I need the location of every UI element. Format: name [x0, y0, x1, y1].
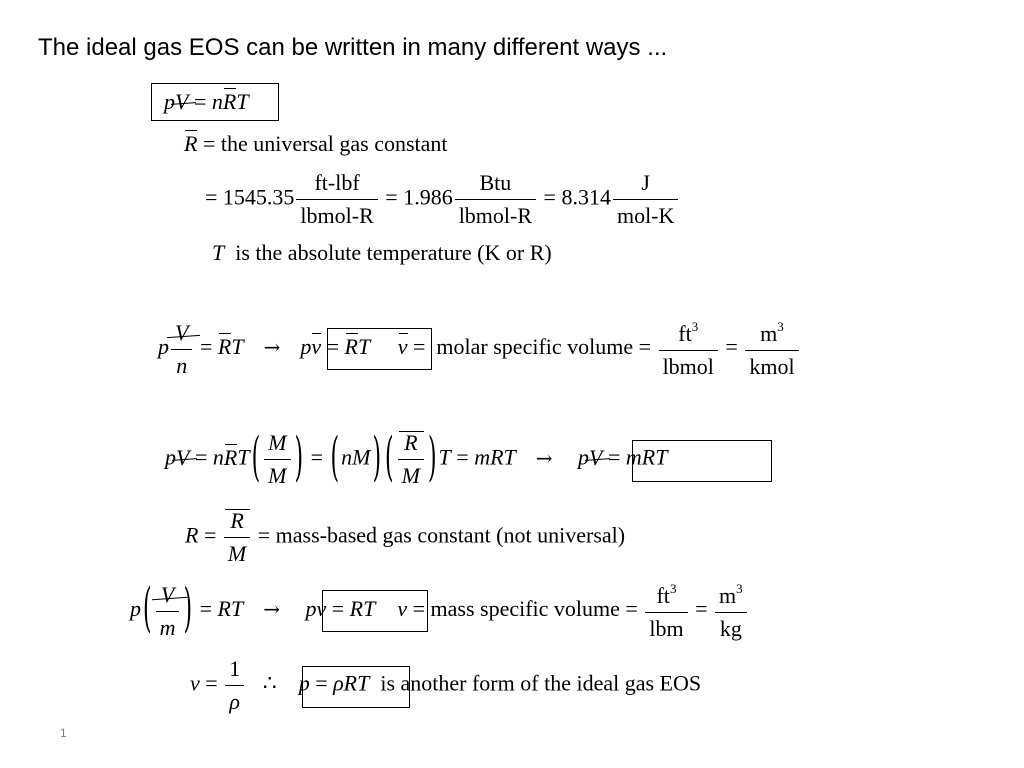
temp-def-text: is the absolute temperature (K or R): [235, 240, 552, 265]
density-form-line: v = $\frac{1}{\rho}$ ∴ p = ρRT is another form of the ideal gas EOS: [190, 656, 702, 714]
mass-unit-1: $\frac{ft^3}{\text{lbm}}$: [645, 582, 687, 640]
molar-volume-text: molar specific volume: [436, 334, 634, 360]
page-number: 1: [60, 726, 67, 740]
rbar-definition: R = the universal gas constant: [184, 131, 448, 156]
molar-unit-2: $\frac{m^3}{\text{kmol}}$: [745, 320, 798, 378]
rbar-value-2: 1.986: [403, 184, 453, 210]
eq1-ideal-gas: pV = nRT: [164, 89, 249, 114]
rbar-def-text: the universal gas constant: [220, 131, 448, 156]
rbar-value-3: 8.314: [561, 184, 611, 210]
mass-specific-line: p( $\frac{V}{m}$ ) = RT → pv = RT v = mass specific volume = $\frac{ft^3}{\text{lbm}}$ = $\frac{m^3}{kg}$: [130, 582, 749, 640]
unit-frac-3: $\frac{J}{\text{mol-K}}$: [613, 172, 678, 227]
mass-unit-2: $\frac{m^3}{kg}$: [715, 582, 747, 640]
molar-unit-1: $\frac{ft^3}{\text{lbmol}}$: [659, 320, 718, 378]
molar-form-line: p $\frac{V}{n}$ = RT → pv = RT v = molar specific volume = $\frac{ft^3}{\text{lbmol}}$ = $\frac{m^3}{\text{kmol}}$: [158, 320, 801, 378]
implies-arrow-icon: →: [263, 335, 281, 360]
final-note-text: is another form of the ideal gas EOS: [380, 670, 702, 696]
rbar-values: = 1545.35 $\frac{\text{ft-lbf}}{\text{lbmol-R}}$ = 1.986 $\frac{\text{Btu}}{\text{lbmol-R}}$ = 8.314 $\frac{J}{\text{mol-K}}$: [205, 172, 680, 227]
mass-gas-const-text: mass-based gas constant (not universal): [275, 522, 626, 548]
mass-volume-text: mass specific volume: [430, 596, 620, 622]
mass-conversion-line: pV = nRT( $\frac{M}{M}$ ) = (nM) ( $\frac{R}{M}$ )T = mRT → pV = mRT: [165, 428, 668, 489]
mass-gas-constant-line: R = $\frac{R}{M}$ = mass-based gas constant (not universal): [185, 508, 626, 566]
implies-arrow-icon: →: [535, 445, 553, 470]
unit-frac-1: $\frac{\text{ft-lbf}}{\text{lbmol-R}}$: [296, 172, 377, 227]
implies-arrow-icon: →: [263, 597, 280, 622]
unit-frac-2: $\frac{\text{Btu}}{\text{lbmol-R}}$: [455, 172, 536, 227]
temperature-definition: T is the absolute temperature (K or R): [212, 240, 552, 265]
slide-title: The ideal gas EOS can be written in many different ways ...: [38, 34, 668, 61]
rbar-value-1: 1545.35: [222, 184, 295, 210]
